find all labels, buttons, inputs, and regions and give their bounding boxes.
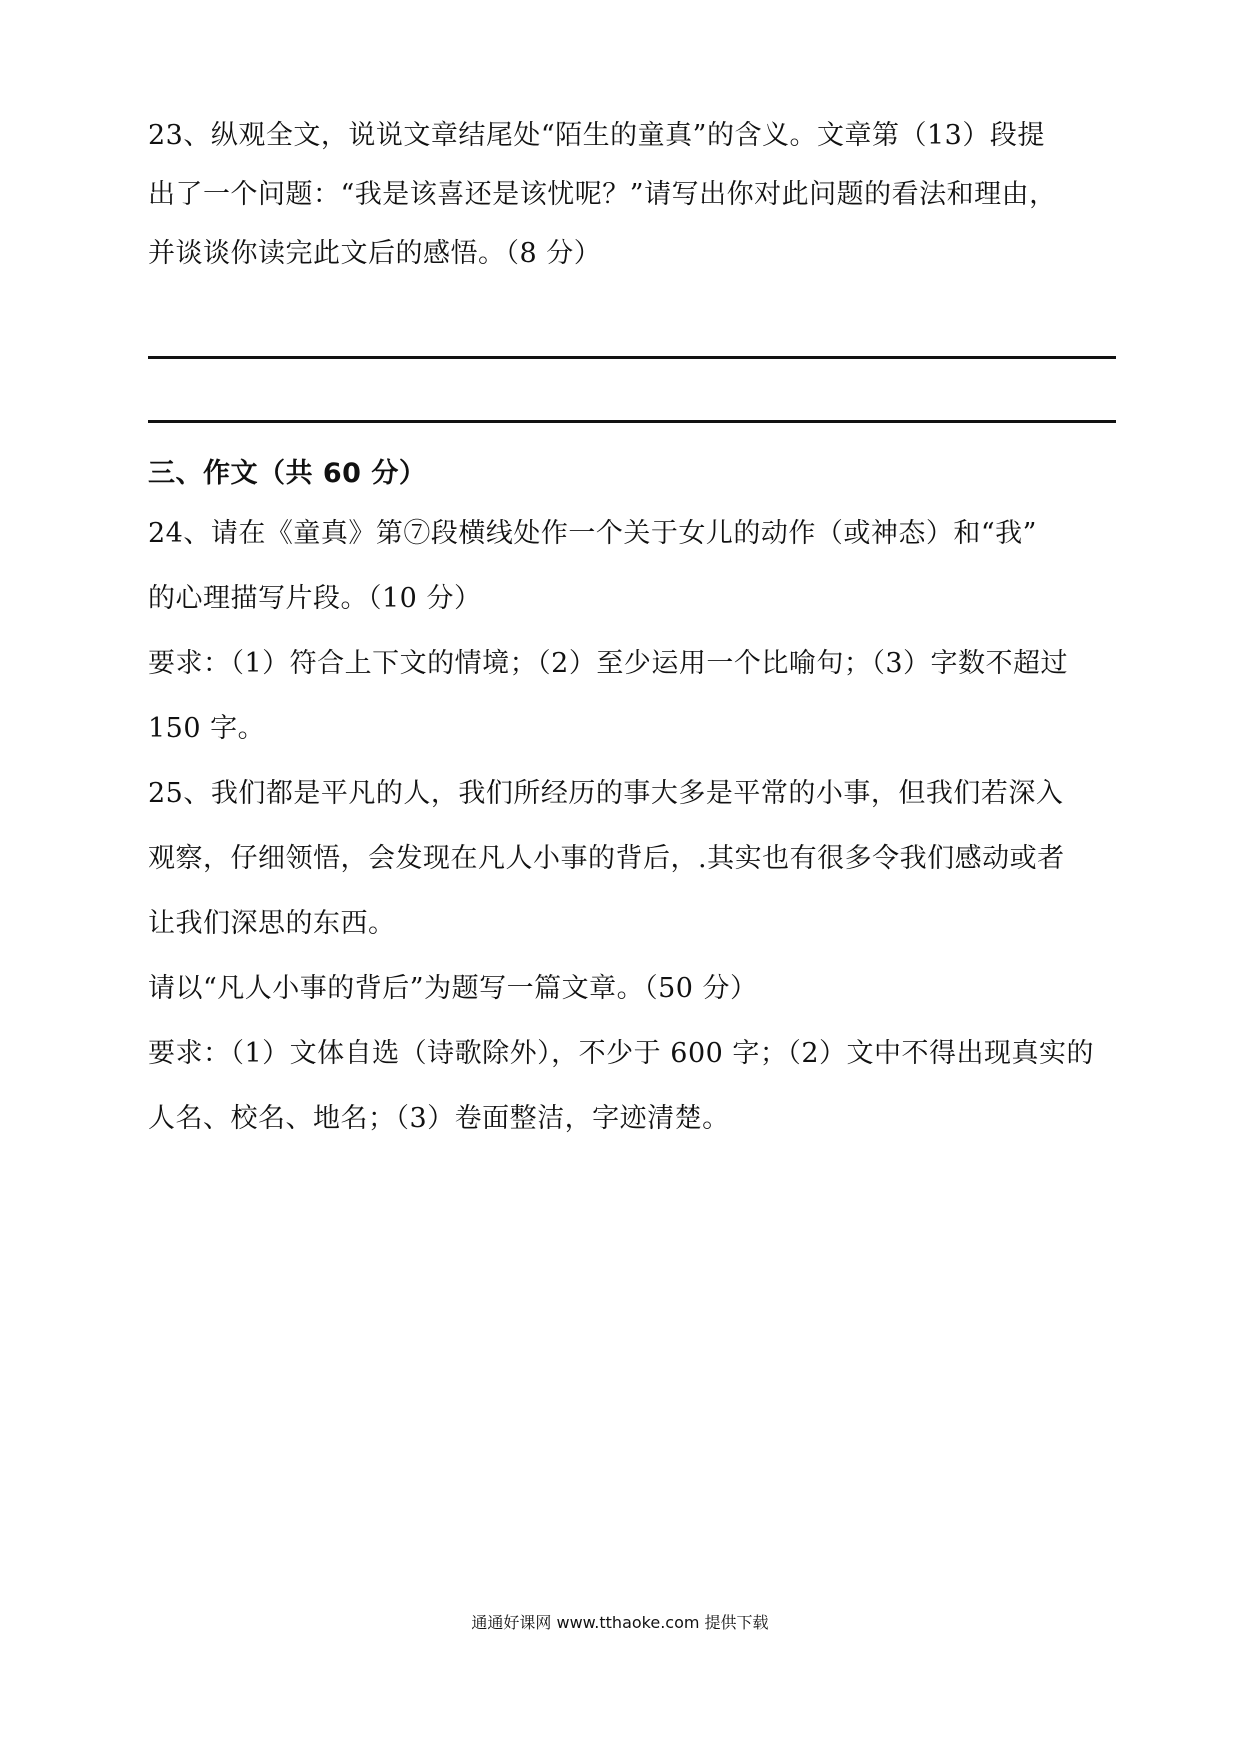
q25-prompt: 请以“凡人小事的背后”为题写一篇文章。（50 分） <box>148 973 758 1004</box>
answer-line-2 <box>148 420 1116 423</box>
q24-line-2: 的心理描写片段。（10 分） <box>148 583 482 614</box>
q25-line-1: 25、我们都是平凡的人，我们所经历的事大多是平常的小事，但我们若深入 <box>148 778 1064 809</box>
q23-line-1: 23、纵观全文，说说文章结尾处“陌生的童真”的含义。文章第（13）段提 <box>148 120 1045 151</box>
q25-requirement-line-2: 人名、校名、地名；（3）卷面整洁，字迹清楚。 <box>148 1103 730 1134</box>
q24-line-1: 24、请在《童真》第⑦段横线处作一个关于女儿的动作（或神态）和“我” <box>148 518 1037 549</box>
q23-line-3: 并谈谈你读完此文后的感悟。（8 分） <box>148 238 602 269</box>
q24-requirement-line-1: 要求：（1）符合上下文的情境；（2）至少运用一个比喻句；（3）字数不超过 <box>148 648 1069 679</box>
q25-requirement-line-1: 要求：（1）文体自选（诗歌除外），不少于 600 字；（2）文中不得出现真实的 <box>148 1038 1095 1069</box>
answer-line-1 <box>148 356 1116 359</box>
section-heading: 三、作文（共 60 分） <box>148 458 427 489</box>
q23-line-2: 出了一个问题：“我是该喜还是该忧呢？”请写出你对此问题的看法和理由， <box>148 179 1057 210</box>
q25-line-2: 观察，仔细领悟，会发现在凡人小事的背后，.其实也有很多令我们感动或者 <box>148 843 1065 874</box>
q25-line-3: 让我们深思的东西。 <box>148 908 396 939</box>
footer-credit: 通通好课网 www.tthaoke.com 提供下载 <box>471 1613 769 1632</box>
q24-requirement-line-2: 150 字。 <box>148 713 266 744</box>
